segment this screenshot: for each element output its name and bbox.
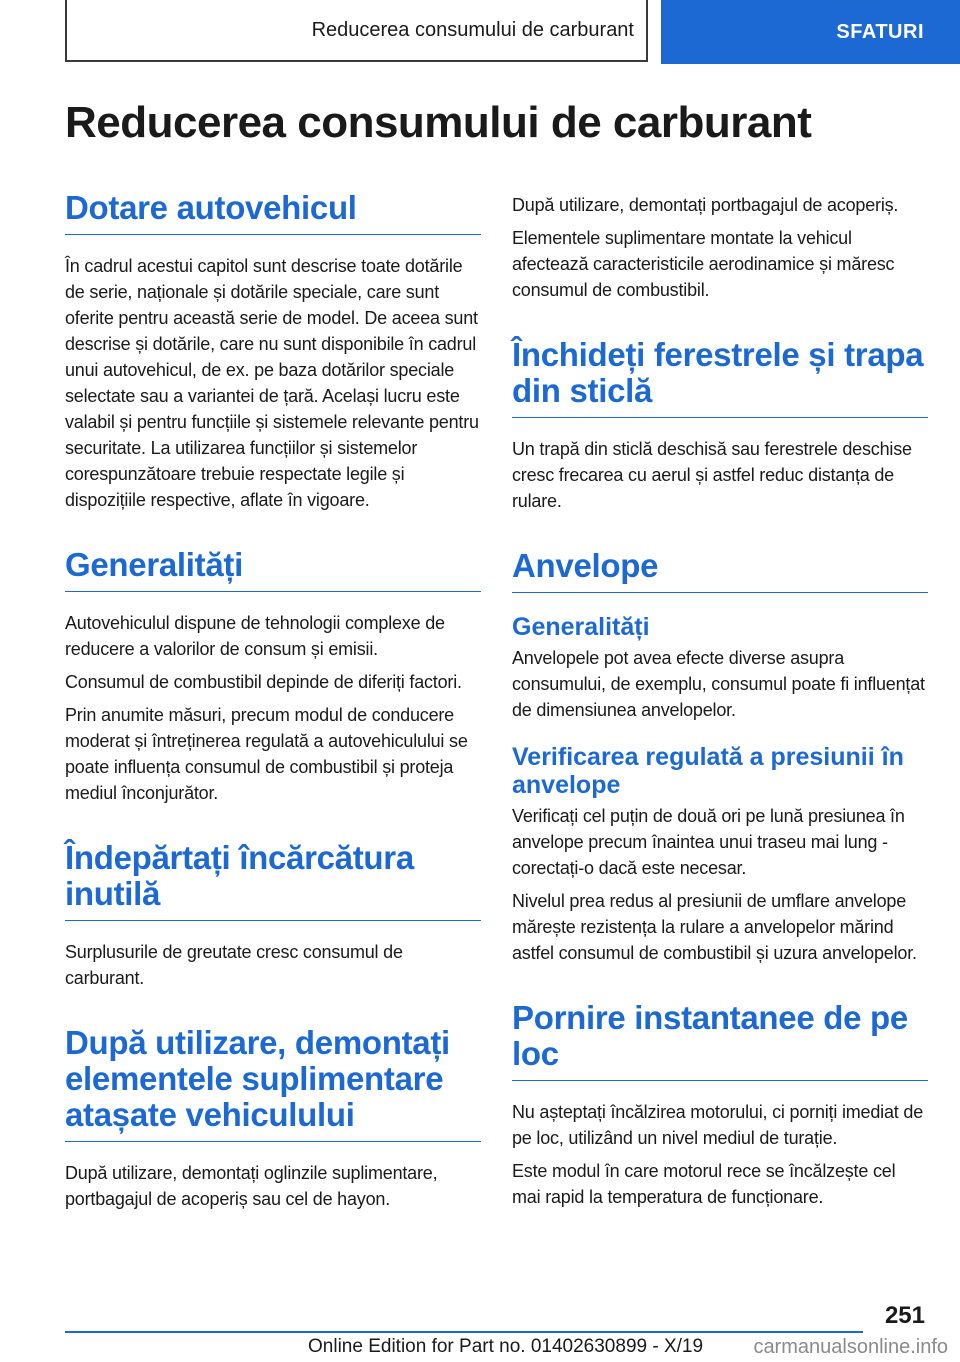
section-heading: După utilizare, demontați elementele suplimentare atașate vehiculului [65, 1025, 481, 1142]
section-heading: Pornire instantanee de pe loc [512, 1000, 928, 1081]
right-column [512, 192, 928, 1217]
section-heading: Dotare autovehicul [65, 190, 481, 235]
section-vehicle-equipment [65, 190, 481, 513]
chapter-tab [661, 0, 960, 64]
section-heading: Închideți ferestrele și trapa din sticlă [512, 337, 928, 418]
paragraph: Surplusurile de greutate cresc consumul de carburant. [65, 942, 403, 988]
section-continued [512, 192, 928, 303]
chapter-tab-label: SFATURI [836, 20, 924, 43]
section-close-windows [512, 337, 928, 514]
section-heading: Generalități [65, 547, 481, 592]
page-title: Reducerea consumului de carburant [65, 98, 812, 147]
section-instant-start [512, 1000, 928, 1210]
section-general [65, 547, 481, 806]
subsection-heading: Verificarea regulată a presiunii în anvelope [512, 743, 904, 799]
section-remove-load [65, 840, 481, 991]
paragraph: Consumul de combustibil depinde de diferiți factori. [65, 672, 462, 692]
paragraph: Anvelopele pot avea efecte diverse asupra consumului, de exemplu, consumul poate fi influențat de dimensiunea anvelopelor. [512, 648, 925, 720]
section-tires [512, 548, 928, 966]
subsection-heading: Generalități [512, 613, 650, 641]
section-heading: Îndepărtați încărcătura inutilă [65, 840, 481, 921]
paragraph: După utilizare, demontați oglinzile suplimentare, portbagajul de acoperiș sau cel de hayon. [65, 1163, 438, 1209]
paragraph: Nu așteptați încălzirea motorului, ci porniți imediat de pe loc, utilizând un nivel mediul de turație. [512, 1102, 924, 1148]
paragraph: Autovehiculul dispune de tehnologii complexe de reducere a valorilor de consum și emisii. [65, 613, 445, 659]
paragraph: În cadrul acestui capitol sunt descrise toate dotările de serie, naționale și dotările speciale, care sunt oferite pentru această serie de model. De aceea sunt descrise și dotările, care nu sunt disponibile în cadrul unui autovehicul, de ex. pe baza dotărilor speciale selectate sau a variantei de țară. Același lucru este valabil și pentru funcțiile și sistemele relevante pentru securitate. La utilizarea funcțiilor și sistemelor corespunzătoare trebuie respectate legile și dispozițiile respective, aflate în vigoare. [65, 256, 479, 510]
paragraph: Este modul în care motorul rece se încălzește cel mai rapid la temperatura de funcționare. [512, 1161, 896, 1207]
running-header-title: Reducerea consumului de carburant [311, 18, 634, 41]
paragraph: Nivelul prea redus al presiunii de umflare anvelope mărește rezistența la rulare a anvelopelor mărind astfel consumul de combustibil și uzura anvelopelor. [512, 891, 917, 963]
running-header [65, 0, 648, 62]
paragraph: După utilizare, demontați portbagajul de acoperiș. [512, 195, 899, 215]
watermark: carmanualsonline.info [753, 1336, 948, 1358]
section-remove-attachments [65, 1025, 481, 1212]
paragraph: Prin anumite măsuri, precum modul de conducere moderat și întreținerea regulată a autovehiculului se poate influența consumul de combustibil și proteja mediul înconjurător. [65, 705, 468, 803]
footer-divider [65, 1331, 863, 1333]
paragraph: Elementele suplimentare montate la vehicul afectează caracteristicile aerodinamice și măresc consumul de combustibil. [512, 228, 895, 300]
edition-note: Online Edition for Part no. 01402630899 - X/19 [308, 1336, 704, 1357]
section-heading: Anvelope [512, 548, 928, 593]
paragraph: Un trapă din sticlă deschisă sau ferestrele deschise cresc frecarea cu aerul și astfel reduc distanța de rulare. [512, 439, 912, 511]
left-column [65, 190, 481, 1219]
paragraph: Verificați cel puțin de două ori pe lună presiunea în anvelope precum înaintea unui traseu mai lung - corectați-o dacă este necesar. [512, 806, 905, 878]
page-number: 251 [884, 1302, 925, 1329]
